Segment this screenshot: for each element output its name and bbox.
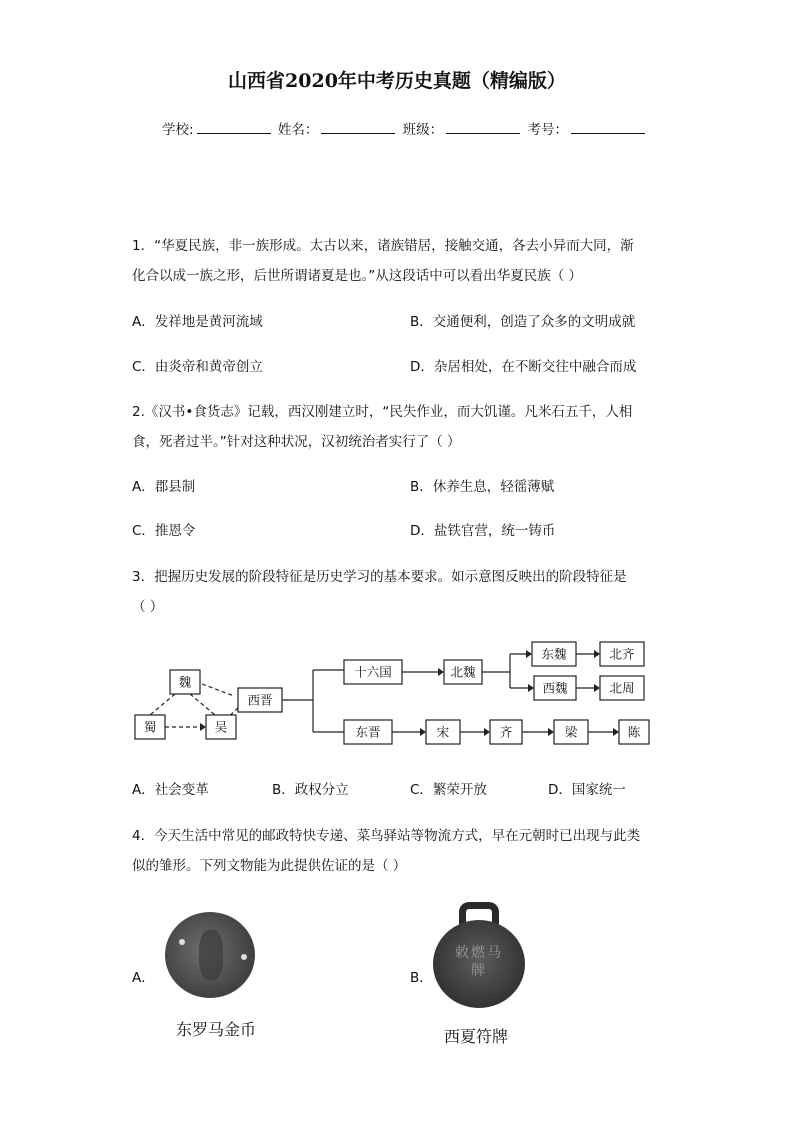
class-label: 班级：: [402, 122, 444, 138]
q4-option-b-caption: 西夏符牌: [444, 1027, 509, 1046]
q2-option-a: A．郡县制: [132, 479, 196, 495]
xixia-tally-plaque-image: [433, 902, 525, 1008]
dynasty-diagram: [130, 630, 655, 755]
label-xiwei: 西魏: [542, 680, 568, 696]
label-xijin: 西晋: [247, 692, 273, 708]
q1-option-c: C．由炎帝和黄帝创立: [132, 359, 263, 375]
q3-stem-line1: 3．把握历史发展的阶段特征是历史学习的基本要求。如示意图反映出的阶段特征是: [132, 569, 627, 585]
label-beizhou: 北周: [609, 680, 635, 696]
q2-option-b: B．休养生息，轻徭薄赋: [410, 479, 555, 495]
label-dongwei: 东魏: [541, 646, 567, 662]
chen-arrowhead: [613, 728, 619, 736]
class-blank: [446, 121, 520, 134]
q2-stem-line2: 食，死者过半。”针对这种状况，汉初统治者实行了（ ）: [132, 434, 461, 450]
number-blank: [571, 121, 645, 134]
q4-stem-line2: 似的雏形。下列文物能为此提供佐证的是（ ）: [132, 858, 407, 874]
q4-stem-line1: 4．今天生活中常见的邮政特快专递、菜鸟驿站等物流方式，早在元朝时已出现与此类: [132, 828, 641, 844]
label-qi: 齐: [499, 724, 513, 740]
q3-option-a: A．社会变革: [132, 782, 209, 798]
q2-option-c: C．推恩令: [132, 523, 196, 539]
beizhou-arrowhead: [594, 684, 600, 692]
label-wu: 吴: [214, 719, 228, 735]
dongwei-arrowhead: [526, 650, 532, 658]
plaque-disc: [433, 920, 525, 1008]
q3-stem-line2: （ ）: [132, 599, 164, 615]
label-shiliuguo: 十六国: [354, 664, 392, 680]
student-info-line: [162, 118, 648, 138]
q1-option-b: B．交通便利，创造了众多的文明成就: [410, 314, 636, 330]
shu-wu-arrowhead: [200, 723, 206, 731]
label-shu: 蜀: [143, 719, 157, 735]
school-blank: [197, 121, 271, 134]
q3-option-d: D．国家统一: [548, 782, 626, 798]
school-label: 学校:: [162, 122, 194, 138]
beiqi-arrowhead: [594, 650, 600, 658]
label-dongjin: 东晋: [355, 724, 381, 740]
qi-arrowhead: [484, 728, 490, 736]
name-label: 姓名：: [277, 122, 319, 138]
q3-option-b: B．政权分立: [272, 782, 349, 798]
label-beiqi: 北齐: [609, 646, 635, 662]
label-liang: 梁: [564, 724, 578, 740]
name-blank: [321, 121, 395, 134]
xiwei-arrowhead: [528, 684, 534, 692]
xijin-branch-connector: [282, 670, 344, 732]
q1-option-d: D．杂居相处，在不断交往中融合而成: [410, 359, 637, 375]
coin-hole-right: [241, 954, 247, 960]
wei-xijin-link: [202, 684, 234, 696]
beiwei-split-connector: [482, 654, 528, 688]
q3-option-c: C．繁荣开放: [410, 782, 487, 798]
q1-stem-line1: 1．“华夏民族，非一族形成。太古以来，诸族错居，接触交通，各去小异而大同，渐: [132, 238, 634, 254]
liang-arrowhead: [548, 728, 554, 736]
beiwei-arrowhead: [438, 668, 444, 676]
wei-shu-link: [150, 694, 175, 715]
song-arrowhead: [420, 728, 426, 736]
q4-option-b-label: B．: [410, 970, 433, 986]
byzantine-gold-coin-image: [165, 912, 255, 998]
page-title: 山西省2020年中考历史真题（精编版）: [228, 70, 566, 92]
q4-option-a-caption: 东罗马金币: [176, 1020, 257, 1039]
coin-figure: [199, 930, 223, 980]
label-song: 宋: [436, 724, 450, 740]
q2-stem-line1: 2.《汉书•食货志》记载，西汉刚建立时，“民失作业，而大饥谨。凡米石五千，人相: [132, 404, 633, 420]
label-beiwei: 北魏: [450, 664, 476, 680]
number-label: 考号：: [527, 122, 568, 138]
coin-hole-left: [179, 939, 185, 945]
q2-option-d: D．盐铁官营，统一铸币: [410, 523, 556, 539]
label-chen: 陈: [627, 724, 641, 740]
wei-wu-link: [190, 694, 215, 715]
q1-stem-line2: 化合以成一族之形，后世所谓诸夏是也。”从这段话中可以看出华夏民族（ ）: [132, 268, 583, 284]
plaque-inscription: 敕燃马牌: [455, 945, 503, 979]
q1-option-a: A．发祥地是黄河流域: [132, 314, 263, 330]
q4-option-a-label: A．: [132, 970, 155, 986]
label-wei: 魏: [178, 674, 192, 690]
